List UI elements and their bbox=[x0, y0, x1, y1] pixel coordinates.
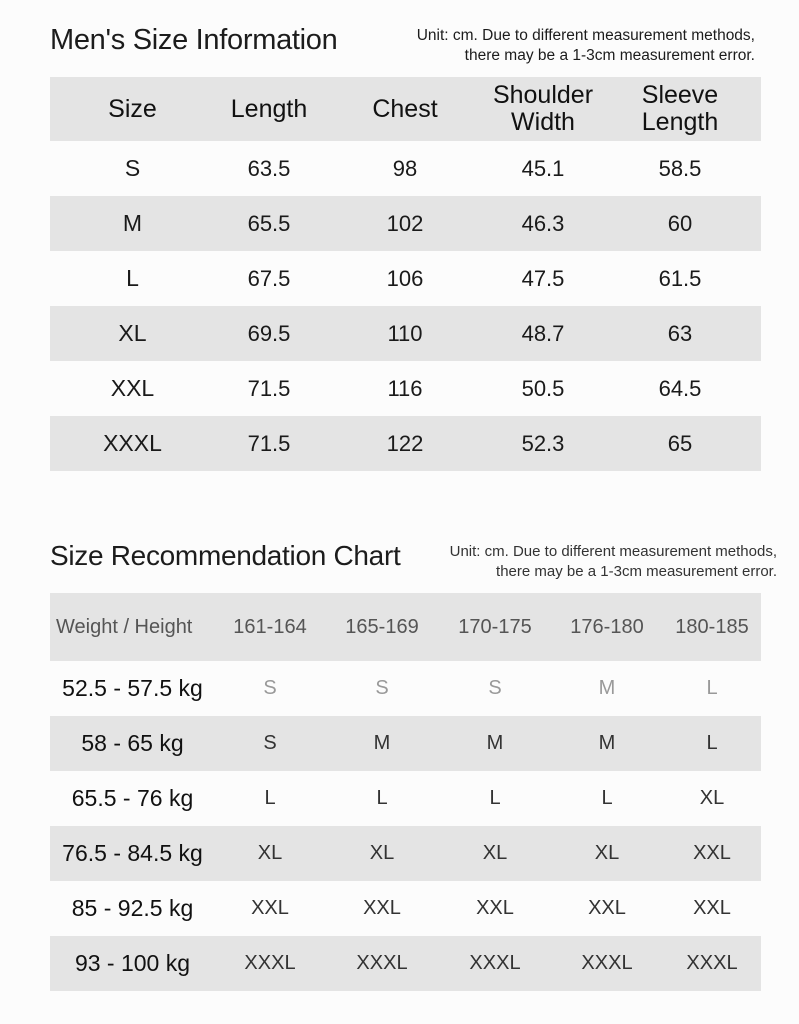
size-info-header-cell: Shoulder Width bbox=[487, 77, 599, 141]
size-info-cell: 58.5 bbox=[658, 155, 702, 181]
size-info-cell: 60 bbox=[599, 196, 761, 251]
size-info-cell: 65.5 bbox=[215, 196, 323, 251]
size-info-row bbox=[50, 141, 761, 196]
size-info-cell: 63 bbox=[599, 306, 761, 361]
size-info-header-row bbox=[50, 77, 761, 141]
recommendation-row-label: 76.5 - 84.5 kg bbox=[50, 826, 215, 881]
recommendation-cell: L bbox=[489, 787, 501, 809]
recommendation-header-cell: 180-185 bbox=[663, 593, 761, 661]
size-info-table bbox=[50, 77, 761, 471]
recommendation-cell: XL bbox=[215, 826, 325, 881]
size-info-row-label: L bbox=[126, 265, 139, 291]
recommendation-row-label: 52.5 - 57.5 kg bbox=[62, 675, 203, 701]
size-info-row bbox=[50, 251, 761, 306]
recommendation-row-label: 65.5 - 76 kg bbox=[71, 785, 194, 811]
recommendation-cell: XL bbox=[439, 826, 551, 881]
size-info-cell: 69.5 bbox=[215, 306, 323, 361]
recommendation-note-line1: Unit: cm. Due to different measurement methods, bbox=[449, 543, 777, 560]
recommendation-row bbox=[50, 661, 761, 716]
recommendation-cell: XXXL bbox=[215, 936, 325, 991]
recommendation-cell: XXXL bbox=[551, 936, 663, 991]
recommendation-cell: XL bbox=[551, 826, 663, 881]
size-info-row bbox=[50, 196, 761, 251]
size-info-note-line1: Unit: cm. Due to different measurement methods, bbox=[416, 27, 755, 44]
size-info-header-cell: Size bbox=[50, 77, 215, 141]
recommendation-cell: M bbox=[551, 716, 663, 771]
recommendation-row bbox=[50, 716, 761, 771]
size-info-row-label: S bbox=[124, 155, 141, 181]
size-info-cell: 48.7 bbox=[487, 306, 599, 361]
recommendation-row-label: 93 - 100 kg bbox=[50, 936, 215, 991]
size-info-cell: 61.5 bbox=[658, 265, 702, 291]
size-info-cell: 47.5 bbox=[521, 265, 565, 291]
recommendation-cell: S bbox=[375, 677, 389, 699]
size-info-cell: 106 bbox=[386, 265, 424, 291]
recommendation-cell: XXL bbox=[476, 897, 514, 919]
recommendation-table bbox=[50, 593, 761, 991]
recommendation-row bbox=[50, 936, 761, 991]
recommendation-cell: S bbox=[488, 677, 502, 699]
recommendation-cell: L bbox=[264, 787, 276, 809]
size-info-cell: 102 bbox=[323, 196, 487, 251]
size-info-row bbox=[50, 361, 761, 416]
recommendation-cell: XL bbox=[325, 826, 439, 881]
recommendation-title: Size Recommendation Chart bbox=[50, 540, 401, 571]
recommendation-header-cell: Weight / Height bbox=[50, 593, 215, 661]
size-info-row bbox=[50, 306, 761, 361]
size-info-row-label: XXXL bbox=[50, 416, 215, 471]
size-info-cell: 52.3 bbox=[487, 416, 599, 471]
recommendation-note-line2: there may be a 1-3cm measurement error. bbox=[496, 563, 777, 580]
size-info-cell: 46.3 bbox=[487, 196, 599, 251]
recommendation-cell: S bbox=[215, 716, 325, 771]
recommendation-note bbox=[450, 542, 777, 582]
recommendation-cell: M bbox=[439, 716, 551, 771]
size-info-cell: 50.5 bbox=[521, 375, 565, 401]
recommendation-row bbox=[50, 771, 761, 826]
recommendation-cell: XXXL bbox=[325, 936, 439, 991]
size-info-row-label: XL bbox=[50, 306, 215, 361]
recommendation-cell: XXXL bbox=[439, 936, 551, 991]
size-info-row bbox=[50, 416, 761, 471]
size-info-cell: 45.1 bbox=[521, 155, 565, 181]
recommendation-header-cell: 176-180 bbox=[551, 593, 663, 661]
recommendation-row-label: 85 - 92.5 kg bbox=[71, 895, 194, 921]
recommendation-cell: XXL bbox=[663, 826, 761, 881]
size-info-cell: 65 bbox=[599, 416, 761, 471]
size-info-row-label: XXL bbox=[110, 375, 155, 401]
size-info-note bbox=[417, 26, 755, 66]
size-info-cell: 98 bbox=[392, 155, 418, 181]
recommendation-cell: XL bbox=[699, 787, 725, 809]
size-info-cell: 71.5 bbox=[247, 375, 291, 401]
recommendation-cell: S bbox=[263, 677, 277, 699]
recommendation-cell: L bbox=[706, 677, 718, 699]
size-info-cell: 67.5 bbox=[247, 265, 291, 291]
recommendation-header-cell: 165-169 bbox=[325, 593, 439, 661]
size-info-note-line2: there may be a 1-3cm measurement error. bbox=[464, 47, 755, 64]
recommendation-cell: XXL bbox=[251, 897, 289, 919]
size-info-header-cell: Sleeve Length bbox=[599, 77, 761, 141]
size-info-title: Men's Size Information bbox=[50, 24, 338, 56]
recommendation-cell: L bbox=[601, 787, 613, 809]
recommendation-cell: M bbox=[325, 716, 439, 771]
recommendation-cell: XXL bbox=[693, 897, 731, 919]
recommendation-row-label: 58 - 65 kg bbox=[50, 716, 215, 771]
recommendation-cell: L bbox=[663, 716, 761, 771]
size-info-header-cell: Length bbox=[215, 77, 323, 141]
recommendation-cell: XXL bbox=[363, 897, 401, 919]
recommendation-row bbox=[50, 826, 761, 881]
size-info-cell: 64.5 bbox=[658, 375, 702, 401]
recommendation-cell: XXL bbox=[588, 897, 626, 919]
size-info-row-label: M bbox=[50, 196, 215, 251]
recommendation-row bbox=[50, 881, 761, 936]
size-info-header-cell: Chest bbox=[323, 77, 487, 141]
recommendation-header-cell: 161-164 bbox=[215, 593, 325, 661]
recommendation-cell: L bbox=[376, 787, 388, 809]
size-info-cell: 110 bbox=[323, 306, 487, 361]
recommendation-cell: XXXL bbox=[663, 936, 761, 991]
size-info-cell: 63.5 bbox=[247, 155, 291, 181]
size-info-cell: 122 bbox=[323, 416, 487, 471]
size-info-cell: 116 bbox=[387, 375, 423, 401]
size-info-cell: 71.5 bbox=[215, 416, 323, 471]
recommendation-header-row bbox=[50, 593, 761, 661]
recommendation-cell: M bbox=[598, 677, 616, 699]
recommendation-header-cell: 170-175 bbox=[439, 593, 551, 661]
